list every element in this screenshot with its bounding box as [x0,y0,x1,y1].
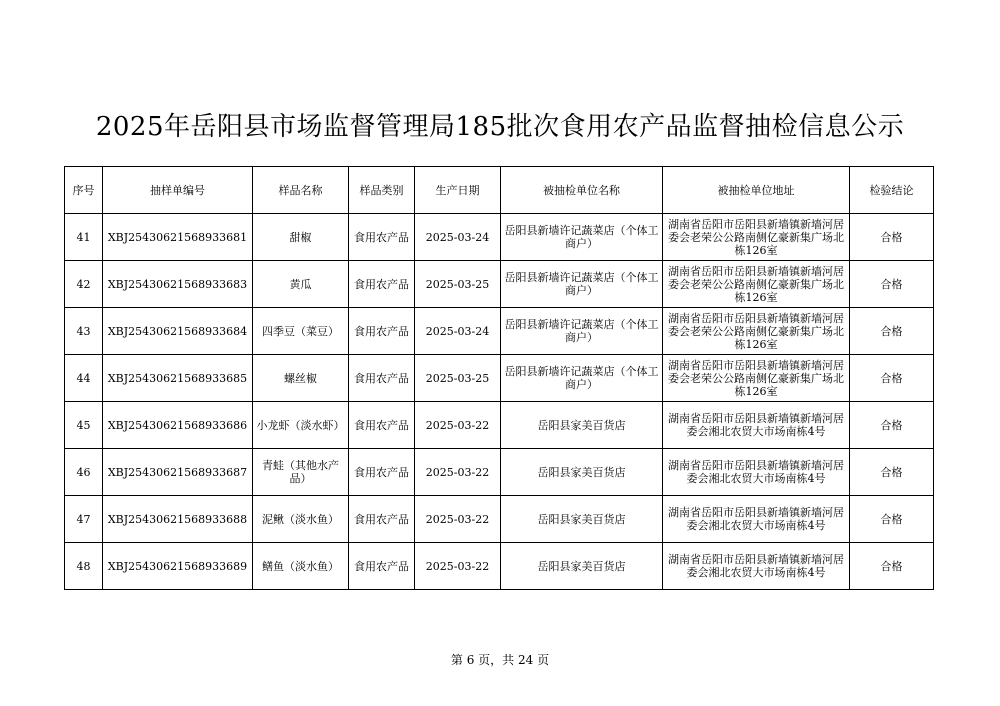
cell-serial: 47 [65,496,103,543]
cell-sample-name: 泥鳅（淡水鱼） [253,496,349,543]
document-title: 2025年岳阳县市场监督管理局185批次食用农产品监督抽检信息公示 [95,112,905,142]
cell-result: 合格 [850,308,934,355]
cell-production-date: 2025-03-22 [415,402,501,449]
table-row [65,214,934,261]
table-row [65,261,934,308]
column-header: 序号 [65,167,103,214]
cell-unit-address: 湖南省岳阳市岳阳县新墙镇新墙河居委会湘北农贸大市场南栋4号 [663,496,850,543]
table-row [65,308,934,355]
cell-category: 食用农产品 [349,543,415,590]
cell-category: 食用农产品 [349,449,415,496]
cell-sample-id: XBJ25430621568933688 [103,496,253,543]
cell-production-date: 2025-03-22 [415,496,501,543]
column-header: 生产日期 [415,167,501,214]
cell-production-date: 2025-03-25 [415,355,501,402]
cell-serial: 48 [65,543,103,590]
cell-category: 食用农产品 [349,355,415,402]
cell-production-date: 2025-03-22 [415,543,501,590]
cell-unit-address: 湖南省岳阳市岳阳县新墙镇新墙河居委会湘北农贸大市场南栋4号 [663,402,850,449]
cell-serial: 43 [65,308,103,355]
table-row [65,496,934,543]
cell-unit-address: 湖南省岳阳市岳阳县新墙镇新墙河居委会老荣公公路南侧亿豪新集广场北栋126室 [663,355,850,402]
inspection-table [64,166,934,590]
cell-sample-name: 螺丝椒 [253,355,349,402]
cell-serial: 42 [65,261,103,308]
cell-category: 食用农产品 [349,308,415,355]
cell-unit-address: 湖南省岳阳市岳阳县新墙镇新墙河居委会老荣公公路南侧亿豪新集广场北栋126室 [663,308,850,355]
page-number-footer: 第 6 页，共 24 页 [450,653,550,667]
cell-sample-name: 甜椒 [253,214,349,261]
cell-serial: 44 [65,355,103,402]
cell-unit-address: 湖南省岳阳市岳阳县新墙镇新墙河居委会湘北农贸大市场南栋4号 [663,543,850,590]
table-row [65,449,934,496]
cell-serial: 46 [65,449,103,496]
cell-category: 食用农产品 [349,214,415,261]
cell-production-date: 2025-03-24 [415,214,501,261]
cell-unit-address: 湖南省岳阳市岳阳县新墙镇新墙河居委会湘北农贸大市场南栋4号 [663,449,850,496]
cell-sample-name: 黄瓜 [253,261,349,308]
cell-sample-id: XBJ25430621568933681 [103,214,253,261]
cell-unit-address: 湖南省岳阳市岳阳县新墙镇新墙河居委会老荣公公路南侧亿豪新集广场北栋126室 [663,214,850,261]
column-header: 样品类别 [349,167,415,214]
cell-unit-name: 岳阳县新墙许记蔬菜店（个体工商户） [501,355,663,402]
cell-category: 食用农产品 [349,402,415,449]
cell-unit-name: 岳阳县新墙许记蔬菜店（个体工商户） [501,308,663,355]
column-header: 抽样单编号 [103,167,253,214]
cell-sample-id: XBJ25430621568933684 [103,308,253,355]
cell-sample-name: 鳝鱼（淡水鱼） [253,543,349,590]
cell-category: 食用农产品 [349,496,415,543]
cell-unit-name: 岳阳县家美百货店 [501,543,663,590]
cell-unit-name: 岳阳县新墙许记蔬菜店（个体工商户） [501,261,663,308]
cell-category: 食用农产品 [349,261,415,308]
cell-result: 合格 [850,449,934,496]
cell-sample-id: XBJ25430621568933683 [103,261,253,308]
cell-sample-id: XBJ25430621568933685 [103,355,253,402]
cell-sample-name: 青蛙（其他水产品） [253,449,349,496]
table-header-row [65,167,934,214]
cell-result: 合格 [850,355,934,402]
cell-sample-id: XBJ25430621568933689 [103,543,253,590]
cell-sample-id: XBJ25430621568933687 [103,449,253,496]
cell-unit-name: 岳阳县家美百货店 [501,449,663,496]
cell-production-date: 2025-03-24 [415,308,501,355]
table-row [65,402,934,449]
cell-serial: 45 [65,402,103,449]
column-header: 被抽检单位地址 [663,167,850,214]
column-header: 被抽检单位名称 [501,167,663,214]
column-header: 检验结论 [850,167,934,214]
cell-result: 合格 [850,402,934,449]
cell-production-date: 2025-03-22 [415,449,501,496]
cell-unit-address: 湖南省岳阳市岳阳县新墙镇新墙河居委会老荣公公路南侧亿豪新集广场北栋126室 [663,261,850,308]
cell-result: 合格 [850,214,934,261]
cell-sample-id: XBJ25430621568933686 [103,402,253,449]
cell-result: 合格 [850,543,934,590]
cell-sample-name: 小龙虾（淡水虾） [253,402,349,449]
cell-result: 合格 [850,261,934,308]
cell-unit-name: 岳阳县家美百货店 [501,496,663,543]
cell-result: 合格 [850,496,934,543]
table-row [65,543,934,590]
cell-production-date: 2025-03-25 [415,261,501,308]
cell-unit-name: 岳阳县家美百货店 [501,402,663,449]
column-header: 样品名称 [253,167,349,214]
cell-sample-name: 四季豆（菜豆） [253,308,349,355]
cell-unit-name: 岳阳县新墙许记蔬菜店（个体工商户） [501,214,663,261]
table-row [65,355,934,402]
cell-serial: 41 [65,214,103,261]
